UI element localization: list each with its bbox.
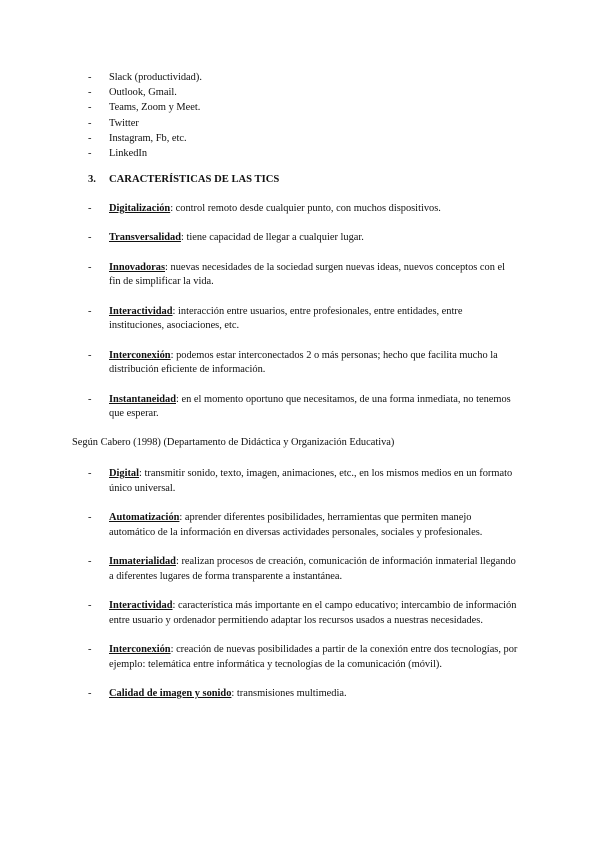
dash-bullet: - — [88, 87, 92, 99]
list-item — [88, 100, 528, 115]
list-item — [88, 687, 518, 702]
list-item — [88, 231, 518, 246]
feature-term: Interactividad — [109, 305, 173, 317]
feature-description: : control remoto desde cualquier punto, con muchos dispositivos. — [170, 203, 441, 214]
list-item-text: Twitter — [109, 117, 139, 129]
dash-bullet: - — [88, 261, 92, 273]
list-item — [88, 202, 518, 217]
dash-bullet: - — [88, 72, 92, 83]
list-item — [88, 511, 518, 540]
dash-bullet: - — [88, 468, 92, 479]
feature-term: Digital — [109, 468, 140, 479]
dash-bullet: - — [88, 643, 92, 655]
list-item — [88, 85, 528, 100]
feature-term: Transversalidad — [109, 232, 181, 244]
feature-term: Calidad de imagen y sonido — [109, 687, 232, 699]
feature-description: : característica más importante en el campo educativo; intercambio de información entre usuario y ordenador permitiendo adaptar los recursos usados a nuestras necesidades. — [109, 599, 517, 626]
list-item — [88, 131, 528, 146]
feature-term: Digitalización — [109, 203, 171, 214]
feature-term: Instantaneidad — [109, 393, 176, 405]
dash-bullet: - — [88, 511, 92, 523]
dash-bullet: - — [88, 555, 92, 567]
dash-bullet: - — [88, 147, 92, 159]
tics-characteristics-list — [88, 202, 518, 437]
section-number: 3. — [88, 174, 96, 185]
dash-bullet: - — [88, 232, 92, 244]
feature-term: Automatización — [109, 511, 180, 523]
feature-term: Inmaterialidad — [109, 555, 176, 567]
dash-bullet: - — [88, 102, 92, 114]
feature-description: : aprender diferentes posibilidades, herramientas que permiten manejo automático de la información en diversas actividades personales, sociales y profesionales. — [109, 511, 483, 538]
section-heading — [88, 173, 528, 188]
dash-bullet: - — [88, 203, 92, 214]
dash-bullet: - — [88, 349, 92, 361]
list-item — [88, 467, 518, 496]
dash-bullet: - — [88, 132, 92, 144]
feature-description: : transmitir sonido, texto, imagen, animaciones, etc., en los mismos medios en un formato único universal. — [109, 468, 513, 494]
list-item-text: Teams, Zoom y Meet. — [109, 102, 201, 114]
list-item-text: LinkedIn — [109, 147, 148, 159]
list-item — [88, 599, 518, 628]
apps-list — [88, 70, 528, 161]
list-item-text: Instagram, Fb, etc. — [109, 132, 187, 144]
feature-term: Interconexión — [109, 643, 171, 655]
feature-term: Interconexión — [109, 349, 171, 361]
feature-description: : tiene capacidad de llegar a cualquier lugar. — [180, 232, 364, 244]
list-item — [88, 116, 528, 131]
dash-bullet: - — [88, 687, 92, 699]
dash-bullet: - — [88, 305, 92, 317]
list-item — [88, 555, 518, 584]
dash-bullet: - — [88, 599, 92, 611]
cabero-characteristics-list — [88, 467, 518, 716]
list-item — [88, 393, 518, 422]
feature-description: : podemos estar interconectados 2 o más personas; hecho que facilita mucho la distribución eficiente de información. — [109, 349, 498, 376]
list-item — [88, 261, 518, 290]
cabero-intro: Según Cabero (1998) (Departamento de Didáctica y Organización Educativa) — [72, 437, 395, 448]
dash-bullet: - — [88, 117, 92, 129]
list-item — [88, 305, 518, 334]
feature-term: Innovadoras — [109, 261, 166, 273]
feature-description: : transmisiones multimedia. — [231, 687, 347, 699]
list-item — [88, 643, 518, 672]
section-title: CARACTERÍSTICAS DE LAS TICS — [109, 174, 280, 185]
dash-bullet: - — [88, 393, 92, 405]
feature-description: : en el momento oportuno que necesitamos, de una forma inmediata, no tenemos que esperar. — [109, 393, 511, 420]
list-item — [88, 349, 518, 378]
list-item-text: Slack (productividad). — [109, 72, 202, 83]
feature-description: : realizan procesos de creación, comunicación de información inmaterial llegando a diferentes lugares de forma transparente a instantánea. — [109, 555, 516, 582]
feature-description: : interacción entre usuarios, entre profesionales, entre entidades, entre instituciones, asociaciones, etc. — [109, 305, 463, 332]
list-item — [88, 70, 528, 85]
list-item-text: Outlook, Gmail. — [109, 87, 177, 99]
feature-term: Interactividad — [109, 599, 173, 611]
feature-description: : creación de nuevas posibilidades a partir de la conexión entre dos tecnologías, por ejemplo: telemática entre informática y tecnologías de la comunicación (móvil). — [109, 643, 518, 670]
list-item — [88, 146, 528, 161]
feature-description: : nuevas necesidades de la sociedad surgen nuevas ideas, nuevos conceptos con el fin de simplificar la vida. — [109, 261, 506, 288]
